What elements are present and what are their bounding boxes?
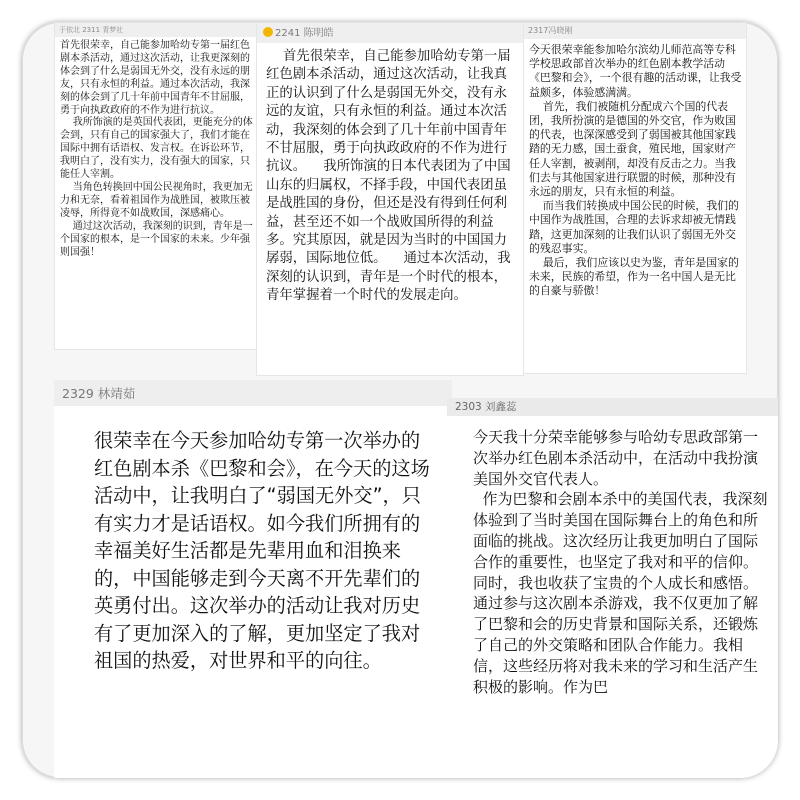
message-card-3 (523, 22, 747, 374)
message-text: 今天我十分荣幸能够参与哈幼专思政部第一次举办红色剧本杀活动中，在活动中我扮演美国外交官代表人。 作为巴黎和会剧本杀中的美国代表，我深刻体验到了当时美国在国际舞台上的角色和所面临的挑战。这次经历让我更加明白了国际合作的重要性，也坚定了我对和平的信仰。同时，我也收获了宝贵的个人成长和感悟。通过参与这次剧本杀游戏，我不仅更加了解了巴黎和会的历史背景和国际关系，还锻炼了自己的外交策略和团队合作能力。我相信，这些经历将对我未来的学习和生活产生积极的影响。作为巴 (447, 416, 778, 778)
sender-label: 2303 刘鑫蕊 (447, 398, 778, 416)
message-text: 今天很荣幸能参加哈尔滨幼儿师范高等专科学校思政部首次举办的红色剧本教学活动《巴黎和会》，一个很有趣的活动课，让我受益颇多，体验感满满。 首先，我们被随机分配成六个国的代表团，我所扮演的是德国的外交官，作为败国的代表，也深深感受到了弱国被其他国家践踏的无力感，国土蚕食，殖民地，国家财产任人宰割，被剥削，却没有反击之力。当我们去与其他国家进行联盟的时候，那种没有永远的朋友，只有永恒的利益。 而当我们转换成中国公民的时候，我们的中国作为战胜国，合理的去诉求却被无情践踏，这更加深刻的让我们认识了弱国无外交的残忍事实。 最后，我们应该以史为鉴，青年是国家的未来，民族的希望，作为一名中国人是无比的自豪与骄傲！ (529, 43, 742, 298)
sender-label: 2329 林靖茹 (54, 380, 452, 406)
sender-label: 2241 陈明皓 (275, 28, 334, 39)
sun-emoji-icon (263, 27, 273, 37)
message-text: 很荣幸在今天参加哈幼专第一次举办的红色剧本杀《巴黎和会》，在今天的这场活动中，让我明白了“弱国无外交”，只有实力才是话语权。如今我们所拥有的幸福美好生活都是先辈用血和泪换来的，中国能够走到今天离不开先辈们的英勇付出。这次举办的活动让我对历史有了更加深入的了解，更加坚定了我对祖国的热爱，对世界和平的向往。 (54, 406, 452, 778)
message-card-1 (54, 22, 258, 350)
message-card-2 (256, 22, 524, 376)
message-card-5 (447, 398, 778, 778)
message-card-4 (54, 380, 452, 778)
sender-label-row (257, 23, 523, 43)
message-text: 首先很荣幸，自己能参加哈幼专第一届红色剧本杀活动，通过这次活动，让我真正的认识到了什么是弱国无外交，没有永远的友谊，只有永恒的利益。通过本次活动，我深刻的体会到了几十年前中国青年不甘屈服，勇于向执政政府的不作为进行抗议。 我所饰演的日本代表团为了中国山东的归属权，不择手段，中国代表团虽是战胜国的身份，但还是没有得到任何利益，甚至还不如一个战败国所得的利益多。究其原因，就是因为当时的中国国力孱弱，国际地位低。 通过本次活动，我深刻的认识到，青年是一个时代的根本，青年掌握着一个时代的发展走向。 (266, 49, 511, 304)
collage-frame (22, 22, 778, 778)
sender-label: 2317冯晓刚 (524, 23, 746, 39)
message-text: 首先很荣幸，自己能参加哈幼专第一届红色剧本杀活动，通过这次活动，让我更深刻的体会到了什么是弱国无外交，没有永远的朋友，只有永恒的利益。通过本次活动，我深刻的体会到了几十年前中国青年不甘屈服，勇于向执政政府的不作为进行抗议。 我所饰演的是英国代表团，更能充分的体会到，只有自己的国家强大了，我们才能在国际中拥有话语权、发言权。在诉讼环节，我明白了，没有实力，没有强大的国家，只能任人宰割。 当角色转换回中国公民视角时，我更加无力和无奈，看着祖国作为战胜国，被欺压被凌辱，所得竟不如战败国，深感痛心。 通过这次活动，我深刻的识到，青年是一个国家的根本，是一个国家的未来。少年强则国强！ (60, 40, 253, 258)
sender-label: 于依北 2311 青梦社 (55, 23, 257, 37)
